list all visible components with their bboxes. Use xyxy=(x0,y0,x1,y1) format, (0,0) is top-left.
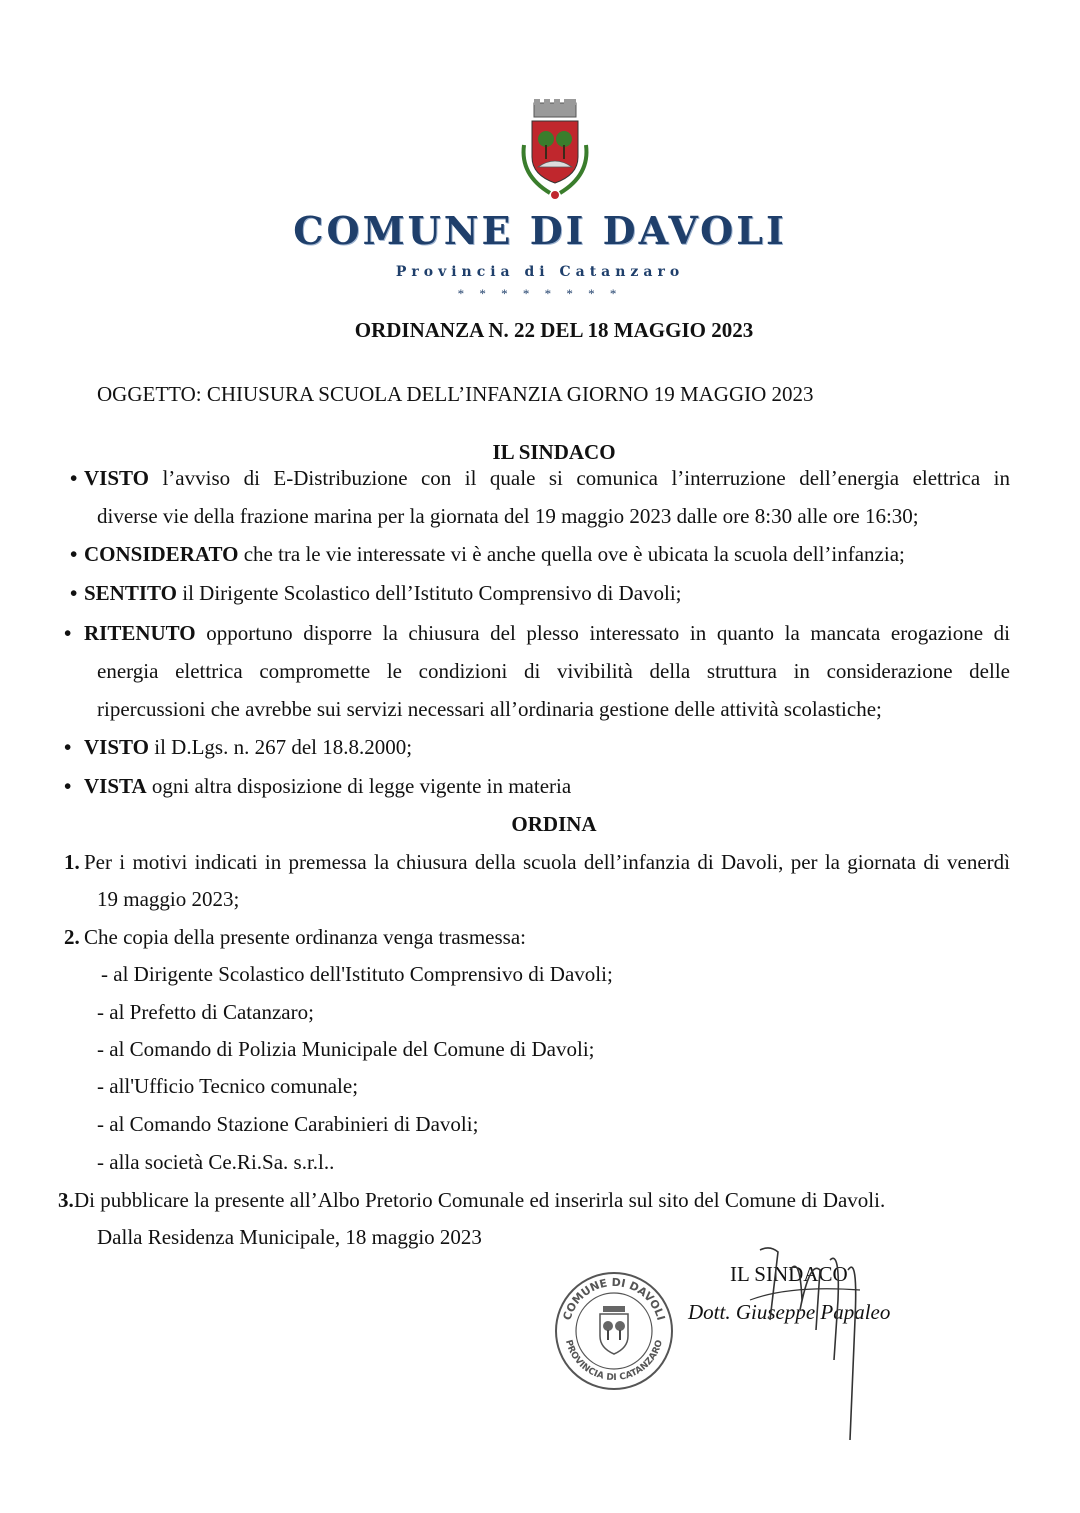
bullet: • xyxy=(64,735,72,759)
premessa-2-text: che tra le vie interessate vi è anche quella ove è ubicata la scuola dell’infanzia; xyxy=(238,542,905,566)
premessa-4-line1 xyxy=(84,621,1010,646)
premessa-1-keyword: VISTO xyxy=(84,466,149,490)
ordina-1-line2: 19 maggio 2023; xyxy=(97,887,240,911)
comune-title: COMUNE DI DAVOLI xyxy=(293,208,787,253)
signature-name: Dott. Giuseppe Papaleo xyxy=(688,1300,891,1324)
premessa-6-keyword: VISTA xyxy=(84,774,147,798)
svg-text:COMUNE DI DAVOLI xyxy=(560,1276,667,1322)
recipient-item: - al Comando Stazione Carabinieri di Davoli; xyxy=(97,1112,479,1136)
il-sindaco-heading: IL SINDACO xyxy=(492,440,616,464)
closing-line: Dalla Residenza Municipale, 18 maggio 2023 xyxy=(97,1225,482,1249)
handwritten-signature-icon xyxy=(730,1240,890,1440)
ordina-1-line1: Per i motivi indicati in premessa la chiusura della scuola dell’infanzia di Davoli, per la giornata di venerdì xyxy=(84,850,1010,874)
bullet: • xyxy=(70,542,78,566)
premessa-1-text: l’avviso di E-Distribuzione con il quale si comunica l’interruzione dell’energia elettrica in xyxy=(148,466,1010,490)
stamp-top-text: COMUNE DI DAVOLI xyxy=(560,1275,668,1322)
premessa-2-line1 xyxy=(84,542,905,567)
ordina-2-line1: Che copia della presente ordinanza venga trasmessa: xyxy=(84,925,526,949)
ordina-3-line1: Di pubblicare la presente all’Albo Pretorio Comunale ed inserirla sul sito del Comune di Davoli. xyxy=(74,1188,886,1212)
ordina-3-number: 3. xyxy=(58,1188,74,1212)
premessa-6-line1 xyxy=(84,774,571,799)
recipient-item: - al Dirigente Scolastico dell'Istituto Comprensivo di Davoli; xyxy=(101,962,613,986)
official-stamp-icon xyxy=(553,1270,675,1392)
premessa-1-line1 xyxy=(84,466,1010,491)
stars-separator: * * * * * * * * xyxy=(457,286,623,301)
bullet: • xyxy=(64,774,72,798)
recipient-item: - alla società Ce.Ri.Sa. s.r.l.. xyxy=(97,1150,335,1174)
premessa-4-line2: energia elettrica compromette le condizioni di vivibilità della struttura in considerazione delle xyxy=(97,659,1010,683)
premessa-2-keyword: CONSIDERATO xyxy=(84,542,239,566)
recipient-item: - al Comando di Polizia Municipale del Comune di Davoli; xyxy=(97,1037,595,1061)
ordina-1-number: 1. xyxy=(64,850,80,874)
recipient-item: - all'Ufficio Tecnico comunale; xyxy=(97,1074,359,1098)
oggetto-line: OGGETTO: CHIUSURA SCUOLA DELL’INFANZIA GIORNO 19 MAGGIO 2023 xyxy=(97,382,814,406)
premessa-5-keyword: VISTO xyxy=(84,735,149,759)
stamp-bottom-text: PROVINCIA DI CATANZARO xyxy=(562,1338,666,1384)
premessa-4-line3: ripercussioni che avrebbe sui servizi necessari all’ordinaria gestione delle attività scolastiche; xyxy=(97,697,882,721)
premessa-3-line1 xyxy=(84,581,682,606)
premessa-3-text: il Dirigente Scolastico dell’Istituto Comprensivo di Davoli; xyxy=(177,581,682,605)
ordinanza-title: ORDINANZA N. 22 DEL 18 MAGGIO 2023 xyxy=(354,318,754,342)
premessa-3-keyword: SENTITO xyxy=(84,581,177,605)
bullet: • xyxy=(70,466,78,490)
premessa-5-text: il D.Lgs. n. 267 del 18.8.2000; xyxy=(148,735,413,759)
bullet: • xyxy=(64,621,72,645)
premessa-4-text: opportuno disporre la chiusura del plesso interessato in quanto la mancata erogazione di xyxy=(195,621,1010,645)
signature-title: IL SINDACO xyxy=(730,1262,848,1286)
ordina-2-number: 2. xyxy=(64,925,80,949)
municipal-crest-icon xyxy=(510,95,600,215)
provincia-subtitle: Provincia di Catanzaro xyxy=(395,264,685,280)
premessa-6-text: ogni altra disposizione di legge vigente in materia xyxy=(146,774,572,798)
recipient-item: - al Prefetto di Catanzaro; xyxy=(97,1000,314,1024)
premessa-5-line1 xyxy=(84,735,412,760)
bullet: • xyxy=(70,581,78,605)
premessa-4-keyword: RITENUTO xyxy=(84,621,196,645)
premessa-1-line2: diverse vie della frazione marina per la giornata del 19 maggio 2023 dalle ore 8:30 alle ore 16:30; xyxy=(97,504,919,528)
ordina-heading: ORDINA xyxy=(511,812,597,836)
